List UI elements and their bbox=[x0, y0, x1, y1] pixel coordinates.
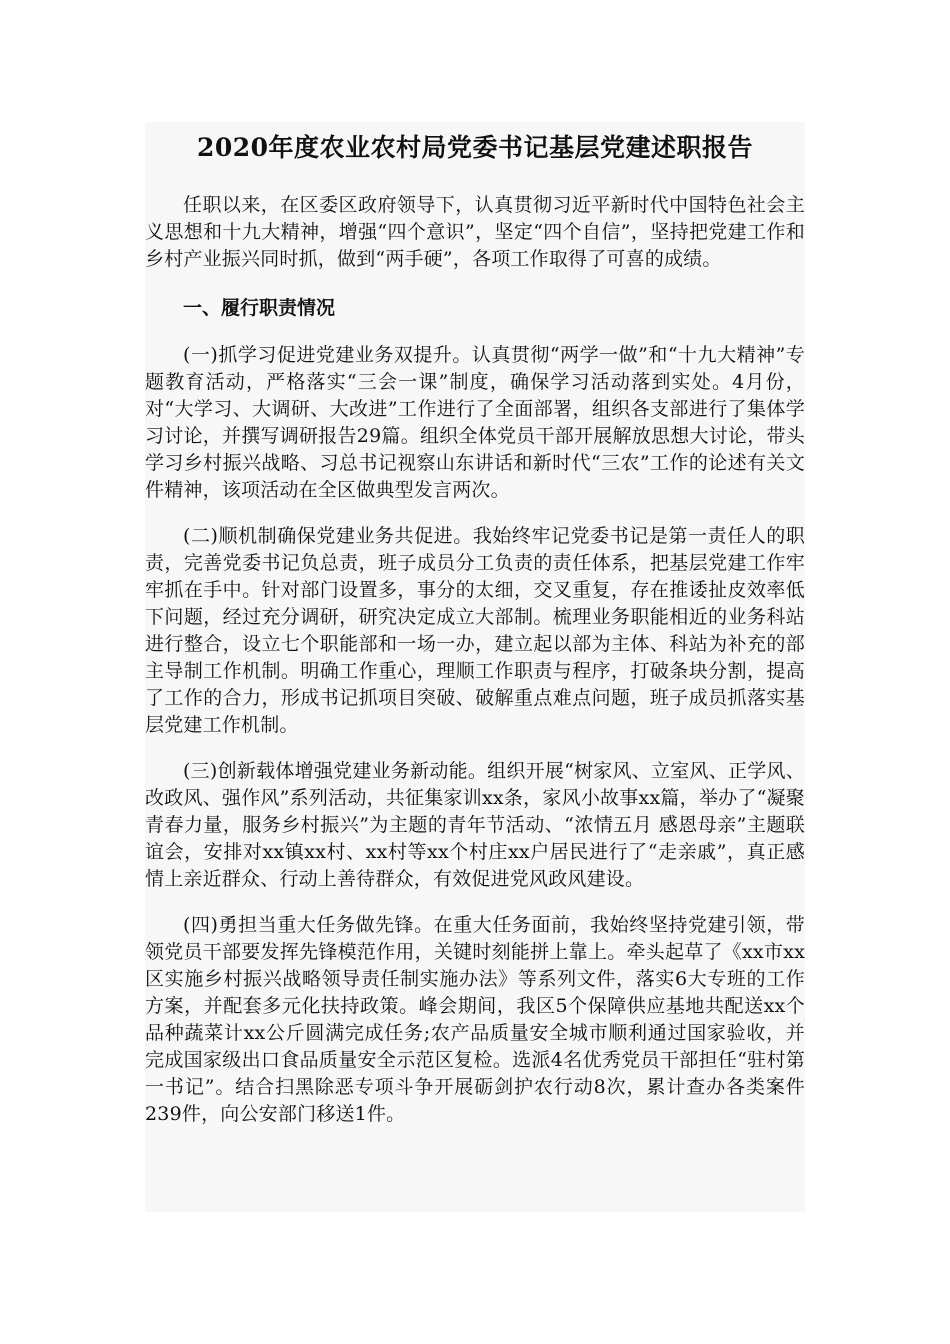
document-title: 2020年度农业农村局党委书记基层党建述职报告 bbox=[196, 133, 754, 162]
paragraph-4: (四)勇担当重大任务做先锋。在重大任务面前，我始终坚持党建引领，带领党员干部要发挥先锋模范作用，关键时刻能拼上靠上。牵头起草了《xx市xx区实施乡村振兴战略领导责任制实施办法》等系列文件，落实6大专班的工作方案，并配套多元化扶持政策。峰会期间，我区5个保障供应基地共配送xx个品种蔬菜计xx公斤圆满完成任务;农产品质量安全城市顺利通过国家验收，并完成国家级出口食品质量安全示范区复检。选派4名优秀党员干部担任“驻村第一书记”。结合扫黑除恶专项斗争开展砺剑护农行动8次，累计查办各类案件239件，向公安部门移送1件。 bbox=[145, 914, 805, 1125]
paragraph-2: (二)顺机制确保党建业务共促进。我始终牢记党委书记是第一责任人的职责，完善党委书记负总责，班子成员分工负责的责任体系，把基层党建工作牢牢抓在手中。针对部门设置多，事分的太细，交叉重复，存在推诿扯皮效率低下问题，经过充分调研，研究决定成立大部制。梳理业务职能相近的业务科站进行整合，设立七个职能部和一场一办，建立起以部为主体、科站为补充的部主导制工作机制。明确工作重心，理顺工作职责与程序，打破条块分割，提高了工作的合力，形成书记抓项目突破、破解重点难点问题，班子成员抓落实基层党建工作机制。 bbox=[145, 525, 805, 736]
paragraph-1: (一)抓学习促进党建业务双提升。认真贯彻“两学一做”和“十九大精神”专题教育活动，严格落实“三会一课”制度，确保学习活动落到实处。4月份，对“大学习、大调研、大改进”工作进行了全面部署，组织各支部进行了集体学习讨论，并撰写调研报告29篇。组织全体党员干部开展解放思想大讨论，带头学习乡村振兴战略、习总书记视察山东讲话和新时代“三农”工作的论述有关文件精神，该项活动在全区做典型发言两次。 bbox=[145, 344, 805, 501]
report-body bbox=[145, 126, 805, 1128]
paragraph-3: (三)创新载体增强党建业务新动能。组织开展“树家风、立室风、正学风、改政风、强作风”系列活动，共征集家训xx条，家风小故事xx篇，举办了“凝聚青春力量，服务乡村振兴”为主题的青年节活动、“浓情五月 感恩母亲”主题联谊会，安排对xx镇xx村、xx村等xx个村庄xx户居民进行了“走亲戚”，真正感情上亲近群众、行动上善待群众，有效促进党风政风建设。 bbox=[145, 760, 805, 890]
section-heading-1: 一、履行职责情况 bbox=[183, 297, 336, 319]
intro-paragraph: 任职以来，在区委区政府领导下，认真贯彻习近平新时代中国特色社会主义思想和十九大精神，增强“四个意识”，坚定“四个自信”，坚持把党建工作和乡村产业振兴同时抓，做到“两手硬”，各项工作取得了可喜的成绩。 bbox=[145, 194, 805, 270]
